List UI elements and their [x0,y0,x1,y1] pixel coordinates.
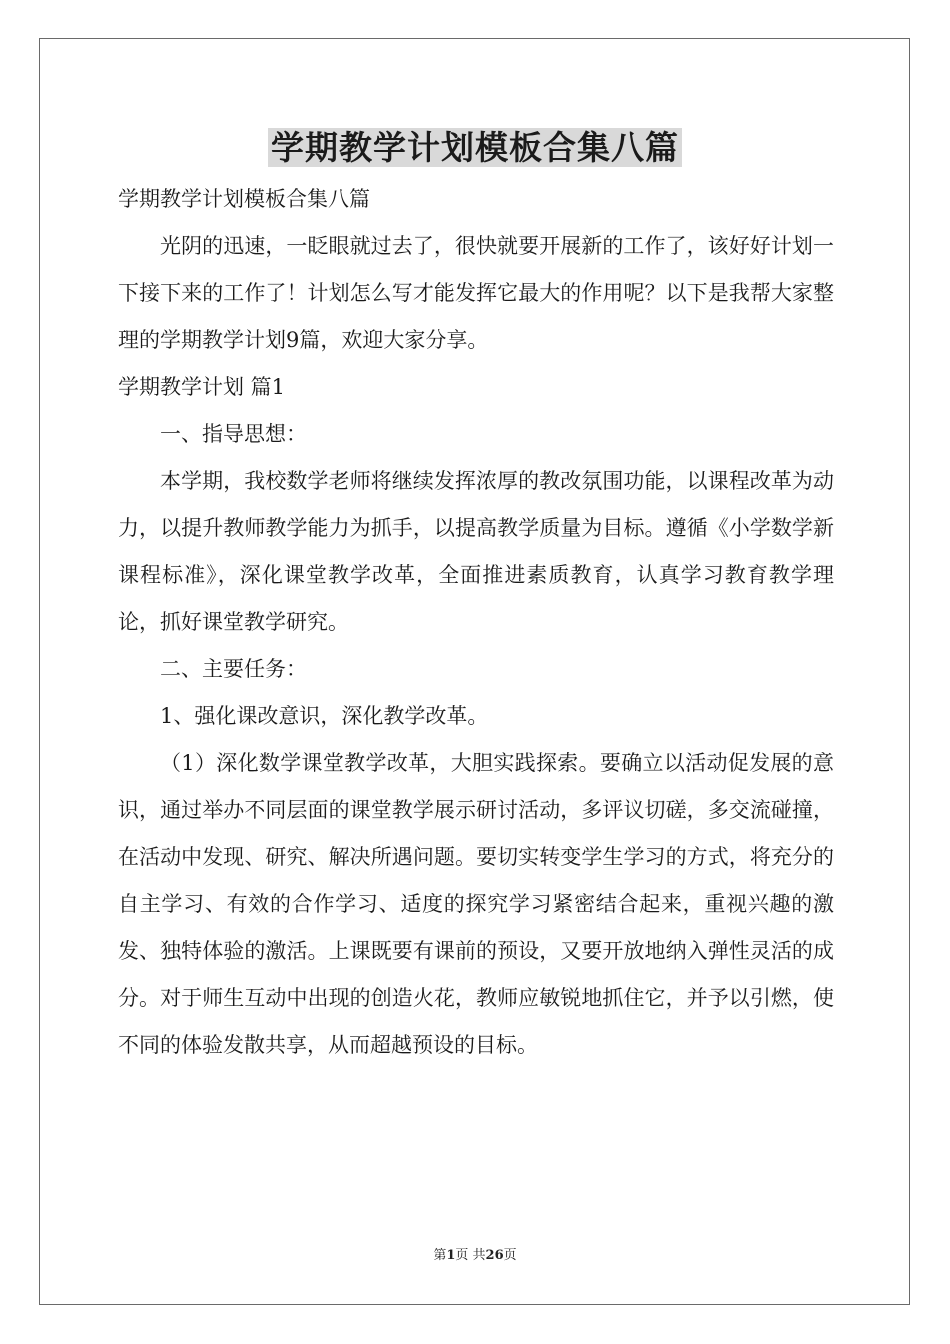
footer-current-page: 1 [446,1248,456,1263]
document-body [118,176,834,1069]
document-subtitle: 学期教学计划模板合集八篇 [118,187,370,211]
paragraph-guiding-ideology: 本学期，我校数学老师将继续发挥浓厚的教改氛围功能，以课程改革为动力，以提升教师教学能力为抓手，以提高教学质量为目标。遵循《小学数学新课程标准》，深化课堂教学改革，全面推进素质教育，认真学习教育教学理论，抓好课堂教学研究。 [118,469,834,634]
document-title [0,124,950,172]
document-title-text: 学期教学计划模板合集八篇 [268,128,682,167]
page-footer [0,1244,950,1263]
section-heading: 学期教学计划 篇1 [118,375,286,399]
intro-paragraph: 光阴的迅速，一眨眼就过去了，很快就要开展新的工作了，该好好计划一下接下来的工作了！计划怎么写才能发挥它最大的作用呢？以下是我帮大家整理的学期教学计划9篇，欢迎大家分享。 [118,234,834,352]
paragraph-classroom-reform: （1）深化数学课堂教学改革，大胆实践探索。要确立以活动促发展的意识，通过举办不同层面的课堂教学展示研讨活动，多评议切磋，多交流碰撞，在活动中发现、研究、解决所遇问题。要切实转变学生学习的方式，将充分的自主学习、有效的合作学习、适度的探究学习紧密结合起来，重视兴趣的激发、独特体验的激活。上课既要有课前的预设，又要开放地纳入弹性灵活的成分。对于师生互动中出现的创造火花，教师应敏锐地抓住它，并予以引燃，使不同的体验发散共享，从而超越预设的目标。 [118,751,834,1057]
heading-guiding-ideology: 一、指导思想： [160,422,307,446]
footer-suffix: 页 [503,1248,517,1263]
footer-mid: 页 共 [455,1248,486,1263]
heading-main-tasks: 二、主要任务： [160,657,307,681]
list-item-1: 1、强化课改意识，深化教学改革。 [160,704,489,728]
footer-prefix: 第 [433,1248,447,1263]
footer-total-pages: 26 [485,1248,504,1263]
